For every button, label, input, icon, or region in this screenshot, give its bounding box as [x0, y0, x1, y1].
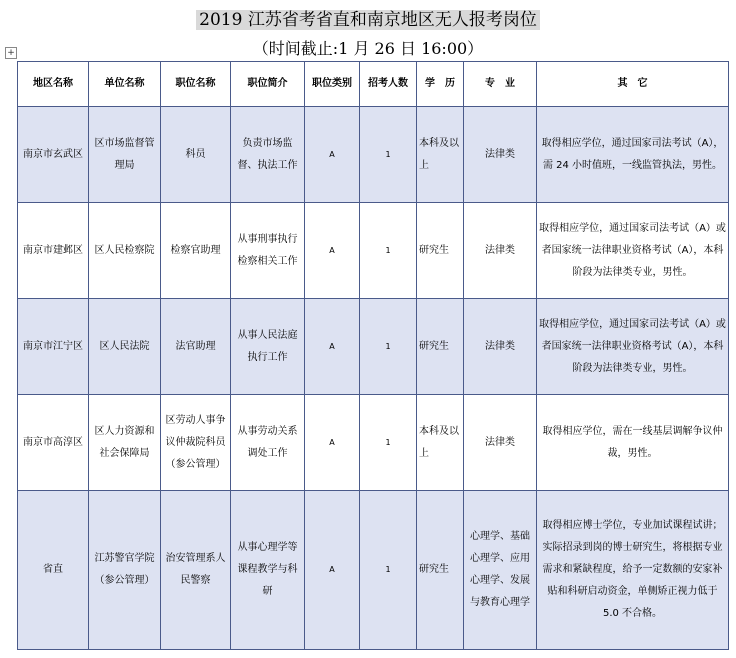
header-other: 其 它: [537, 62, 729, 107]
positions-table: [17, 61, 729, 650]
cell-position: 法官助理: [161, 299, 231, 395]
cell-count: 1: [360, 395, 417, 491]
cell-intro: 负责市场监督、执法工作: [231, 107, 305, 203]
cell-major: 法律类: [464, 299, 537, 395]
cell-other: 取得相应学位，通过国家司法考试（A）或者国家统一法律职业资格考试（A），本科阶段为法律类专业，男性。: [537, 203, 729, 299]
header-count: 招考人数: [360, 62, 417, 107]
table-row: [18, 299, 729, 395]
header-major: 专 业: [464, 62, 537, 107]
table-move-handle-icon[interactable]: +: [5, 47, 17, 59]
cell-region: 南京市玄武区: [18, 107, 89, 203]
page-subtitle: （时间截止:1 月 26 日 16:00）: [252, 39, 484, 58]
cell-education: 本科及以上: [417, 395, 464, 491]
cell-region: 南京市高淳区: [18, 395, 89, 491]
cell-other: 取得相应学位，需在一线基层调解争议仲裁，男性。: [537, 395, 729, 491]
table-header-row: [18, 62, 729, 107]
cell-major: 法律类: [464, 203, 537, 299]
cell-position: 治安管理系人民警察: [161, 491, 231, 650]
cell-position: 区劳动人事争议仲裁院科员（参公管理）: [161, 395, 231, 491]
cell-intro: 从事人民法庭执行工作: [231, 299, 305, 395]
cell-position: 检察官助理: [161, 203, 231, 299]
cell-category: A: [305, 107, 360, 203]
header-intro: 职位简介: [231, 62, 305, 107]
cell-count: 1: [360, 107, 417, 203]
cell-region: 南京市江宁区: [18, 299, 89, 395]
table-row: [18, 395, 729, 491]
cell-unit: 区人民法院: [89, 299, 161, 395]
cell-other: 取得相应博士学位，专业加试课程试讲；实际招录到岗的博士研究生，将根据专业需求和紧缺程度，给予一定数额的安家补贴和科研启动资金，单侧矫正视力低于 5.0 不合格。: [537, 491, 729, 650]
table-row: [18, 107, 729, 203]
cell-other: 取得相应学位，通过国家司法考试（A）或者国家统一法律职业资格考试（A），本科阶段为法律类专业，男性。: [537, 299, 729, 395]
cell-unit: 区市场监督管理局: [89, 107, 161, 203]
cell-intro: 从事心理学等课程教学与科研: [231, 491, 305, 650]
cell-count: 1: [360, 203, 417, 299]
cell-category: A: [305, 395, 360, 491]
cell-major: 法律类: [464, 107, 537, 203]
header-position: 职位名称: [161, 62, 231, 107]
table-row: [18, 491, 729, 650]
cell-education: 研究生: [417, 491, 464, 650]
cell-region: 南京市建邺区: [18, 203, 89, 299]
header-region: 地区名称: [18, 62, 89, 107]
cell-position: 科员: [161, 107, 231, 203]
header-unit: 单位名称: [89, 62, 161, 107]
page-title: 2019 江苏省考省直和南京地区无人报考岗位: [0, 5, 736, 29]
cell-unit: 江苏警官学院（参公管理）: [89, 491, 161, 650]
cell-category: A: [305, 299, 360, 395]
cell-major: 法律类: [464, 395, 537, 491]
table-row: [18, 203, 729, 299]
cell-education: 研究生: [417, 299, 464, 395]
cell-intro: 从事劳动关系调处工作: [231, 395, 305, 491]
cell-category: A: [305, 203, 360, 299]
cell-intro: 从事刑事执行检察相关工作: [231, 203, 305, 299]
cell-region: 省直: [18, 491, 89, 650]
cell-major: 心理学、基础心理学、应用心理学、发展与教育心理学: [464, 491, 537, 650]
cell-education: 本科及以上: [417, 107, 464, 203]
header-education: 学 历: [417, 62, 464, 107]
header-category: 职位类别: [305, 62, 360, 107]
cell-unit: 区人力资源和社会保障局: [89, 395, 161, 491]
cell-count: 1: [360, 491, 417, 650]
cell-count: 1: [360, 299, 417, 395]
cell-unit: 区人民检察院: [89, 203, 161, 299]
cell-other: 取得相应学位，通过国家司法考试（A），需 24 小时值班，一线监管执法，男性。: [537, 107, 729, 203]
cell-education: 研究生: [417, 203, 464, 299]
cell-category: A: [305, 491, 360, 650]
